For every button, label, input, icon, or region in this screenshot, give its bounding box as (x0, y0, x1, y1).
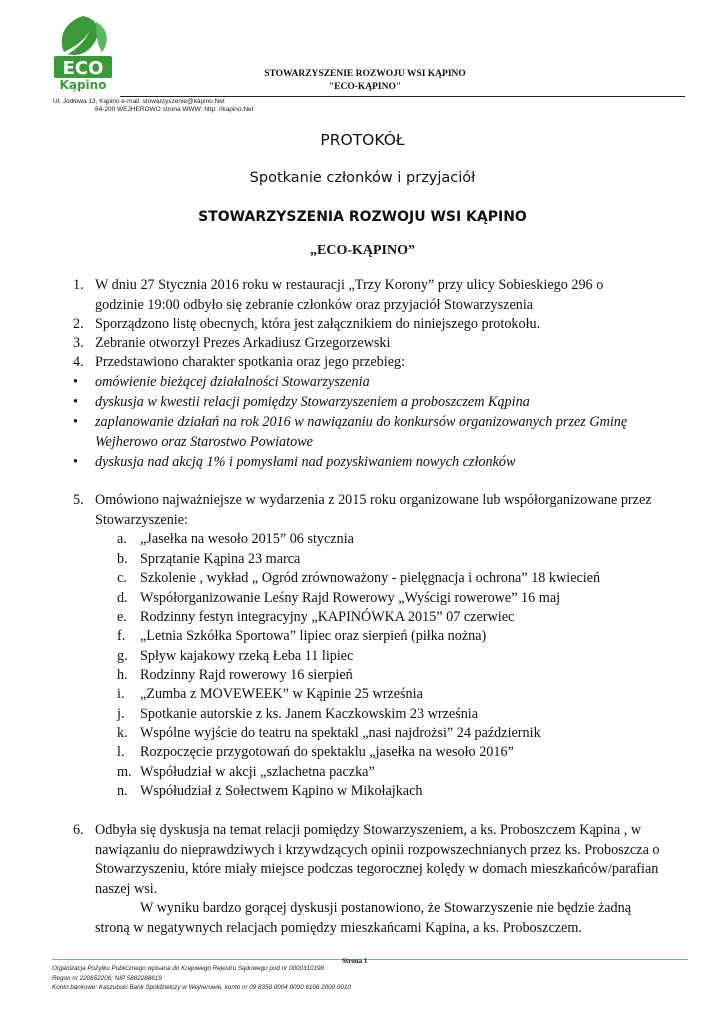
item-number: 5. (73, 492, 84, 508)
meeting-subtitle: Spotkanie członków i przyjaciół (249, 170, 476, 186)
event-text: Sprzątanie Kąpina 23 marca (140, 551, 301, 567)
address-line-2: 84-200 WEJHEROWO strona WWW: http: //kapino.Net (95, 106, 254, 113)
bullet-line: dyskusja w kwestii relacji pomiędzy Stowarzyszeniem a proboszczem Kąpina (95, 394, 530, 410)
item-number: 1. (73, 277, 84, 293)
item-line: Zebranie otworzył Prezes Arkadiusz Grzegorzewski (95, 335, 391, 351)
bullet-item (73, 413, 685, 452)
bullet-icon: • (73, 374, 78, 390)
event-letter: i. (117, 686, 125, 702)
event-item (117, 685, 700, 705)
eco-title: „ECO-KĄPINO” (310, 243, 415, 258)
event-item (117, 705, 700, 725)
header-divider (120, 96, 685, 97)
item-number: 3. (73, 335, 84, 351)
event-item (117, 627, 700, 647)
event-text: Współudział w akcji „szlachetna paczka” (140, 764, 375, 780)
list-item (73, 315, 685, 335)
item-line: godzinie 19:00 odbyło się zebranie członków oraz przyjaciół Stowarzyszenia (95, 296, 534, 313)
conclusion-line: stroną w negatywnych relacjach pomiędzy mieszkańcami Kąpina, a ks. Proboszczem. (95, 919, 582, 936)
event-text: Spotkanie autorskie z ks. Janem Kaczkowskim 23 września (140, 706, 479, 722)
footer-line-3: Konto bankowe: Kaszubski Bank Spółdzielczy w Wejherowie, konto nr 09 8350 0004 0000 6106 2000 0010 (52, 984, 351, 991)
bullet-item (73, 373, 685, 393)
event-item (117, 724, 700, 744)
event-item (117, 608, 700, 628)
list-item (73, 491, 685, 530)
item-line: Omówiono najważniejsze w wydarzenia z 2015 roku organizowane lub współorganizowane przez (95, 492, 652, 508)
item-line: W dniu 27 Stycznia 2016 roku w restauracji „Trzy Korony” przy ulicy Sobieskiego 296 o (95, 277, 604, 293)
event-text: „Letnia Szkółka Sportowa” lipiec oraz sierpień (piłka nożna) (140, 628, 487, 644)
leaf-logo-icon (50, 12, 116, 92)
eco-kapino-logo (50, 12, 116, 92)
event-text: „Zumba z MOVEWEEK” w Kąpinie 25 września (140, 686, 423, 702)
event-text: Rodzinny Rajd rowerowy 16 sierpień (140, 667, 353, 683)
item-line: Stowarzyszeniu, które miały miejsce podczas tegorocznej kolędy w domach mieszkańców/parafian (95, 861, 659, 877)
item-line: nawiązaniu do nieprawdziwych i krzywdzących opinii rozpowszechnianych przez ks. Proboszcza o (95, 841, 660, 858)
event-item (117, 763, 700, 783)
list-item (73, 353, 685, 373)
page-number: Strona 1 (342, 957, 368, 965)
letterhead (200, 68, 530, 94)
bullet-line: dyskusja nad akcją 1% i pomysłami nad pozyskiwaniem nowych członków (95, 454, 516, 470)
event-letter: l. (117, 744, 125, 760)
event-letter: g. (117, 648, 128, 664)
svg-text:ECO: ECO (62, 58, 104, 79)
item-number: 6. (73, 822, 84, 838)
conclusion-line: W wyniku bardzo gorącej dyskusji postanowiono, że Stowarzyszenie nie będzie żadną (140, 900, 632, 916)
event-item (117, 569, 700, 589)
event-text: Wspólne wyjście do teatru na spektakl „nasi najdrożsi” 24 październik (140, 725, 541, 741)
bullet-line: omówienie bieżącej działalności Stowarzyszenia (95, 374, 370, 390)
event-text: Rodzinny festyn integracyjny „KAPINÓWKA 2015” 07 czerwiec (140, 609, 515, 625)
item-line: Sporządzono listę obecnych, która jest załącznikiem do niniejszego protokołu. (95, 316, 541, 332)
event-text: „Jasełka na wesoło 2015” 06 stycznia (140, 531, 354, 547)
event-item (117, 782, 700, 802)
event-letter: b. (117, 551, 128, 567)
list-item (73, 334, 685, 354)
org-short-name: "ECO-KĄPINO" (328, 82, 402, 92)
item-number: 2. (73, 316, 84, 332)
event-letter: f. (117, 628, 126, 644)
list-item (73, 276, 685, 315)
item-number: 4. (73, 354, 84, 370)
footer-line-1: Organizacja Pożytku Publicznego wpisana do Krajowego Rejestru Sądowego pod nr 0000310198 (52, 965, 324, 972)
event-text: Szkolenie , wykład „ Ogród zrównoważony - pielęgnacja i ochrona” 18 kwiecień (140, 570, 601, 586)
org-name: STOWARZYSZENIE ROZWOJU WSI KĄPINO (264, 69, 466, 79)
bullet-line: zaplanowanie działań na rok 2016 w nawiązaniu do konkursów organizowanych przez Gminę (95, 414, 628, 430)
event-item (117, 589, 700, 609)
bullet-item (73, 453, 685, 473)
address-block (53, 98, 253, 114)
item-line: Odbyła się dyskusja na temat relacji pomiędzy Stowarzyszeniem, a ks. Proboszczem Kąpina , w (95, 822, 642, 838)
event-text: Rozpoczęcie przygotowań do spektaklu „jasełka na wesoło 2016” (140, 744, 514, 760)
event-letter: c. (117, 570, 127, 586)
event-letter: n. (117, 783, 128, 799)
event-item (117, 550, 700, 570)
event-letter: j. (117, 706, 125, 722)
event-text: Współorganizowanie Leśny Rajd Rowerowy „Wyścigi rowerowe” 16 maj (140, 590, 561, 606)
event-item (117, 743, 700, 763)
address-line-1: Ul. Jodłowa 13, Kąpino e-mail: stowarzyszenie@kapino.Net (53, 98, 225, 105)
event-item (117, 666, 700, 686)
item-line: Stowarzyszenie: (95, 511, 188, 528)
bullet-icon: • (73, 414, 78, 430)
bullet-icon: • (73, 394, 78, 410)
event-letter: m. (117, 764, 132, 780)
svg-text:Kąpino: Kąpino (59, 78, 107, 92)
event-letter: d. (117, 590, 128, 606)
event-letter: e. (117, 609, 127, 625)
document-title: PROTOKÓŁ (320, 131, 405, 149)
item-line: Przedstawiono charakter spotkania oraz jego przebieg: (95, 354, 406, 370)
footer-divider (52, 959, 688, 960)
event-letter: a. (117, 531, 127, 547)
event-text: Spływ kajakowy rzeką Łeba 11 lipiec (140, 648, 354, 664)
event-item (117, 647, 700, 667)
bullet-line: Wejherowo oraz Starostwo Powiatowe (95, 433, 313, 450)
item-line: naszej wsi. (95, 880, 158, 897)
bullet-item (73, 393, 685, 413)
list-item (73, 821, 685, 938)
event-letter: k. (117, 725, 128, 741)
bullet-icon: • (73, 454, 78, 470)
footer-line-2: Regon nr 220652206; NIP 5882288619 (52, 974, 162, 982)
event-text: Współudział z Sołectwem Kąpino w Mikołajkach (140, 783, 423, 799)
association-title: STOWARZYSZENIA ROZWOJU WSI KĄPINO (198, 209, 527, 225)
footer-info (52, 964, 351, 993)
event-item (117, 530, 700, 550)
event-letter: h. (117, 667, 128, 683)
